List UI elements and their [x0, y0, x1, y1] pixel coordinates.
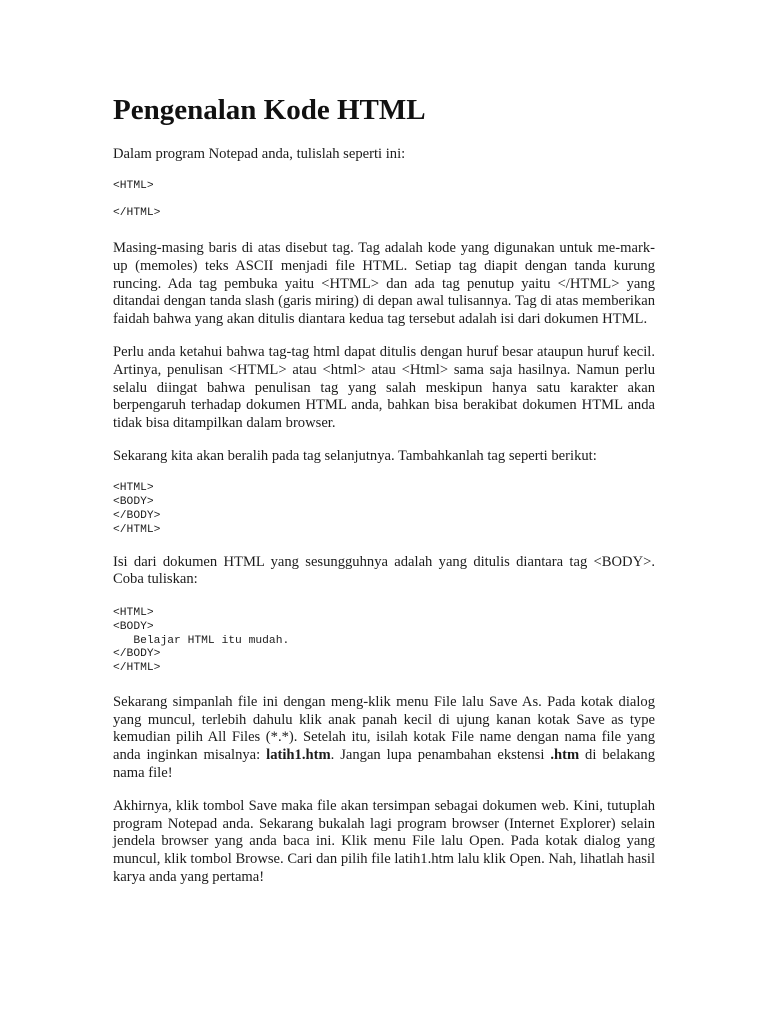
- document-body: [113, 92, 655, 886]
- filename-emphasis: latih1.htm: [266, 747, 331, 764]
- tag-explanation-paragraph: Masing-masing baris di atas disebut tag. Tag adalah kode yang digunakan untuk me-mark-up (memoles) teks ASCII menjadi file HTML. Setiap tag diapit dengan tanda kurung runcing. Ada tag pembuka yaitu <HTML> dan ada tag penutup yaitu </HTML> yang ditandai dengan tanda slash (garis miring) di depan awal tulisannya. Tag di atas memberikan faidah bahwa yang akan ditulis diantara kedua tag tersebut adalah isi dari dokumen HTML.: [113, 240, 655, 327]
- save-file-paragraph: [113, 694, 655, 782]
- code-block-body: <HTML> <BODY> </BODY> </HTML>: [113, 481, 161, 536]
- extension-emphasis: .htm: [550, 747, 580, 764]
- code-html-close: </HTML>: [113, 206, 161, 219]
- save-text-b: . Jangan lupa penambahan ekstensi: [330, 747, 551, 764]
- code-html-open: <HTML>: [113, 179, 154, 192]
- open-browser-paragraph: Akhirnya, klik tombol Save maka file akan tersimpan sebagai dokumen web. Kini, tutuplah program Notepad anda. Sekarang bukalah lagi program browser (Internet Explorer) selain jendela browser yang anda baca ini. Klik menu File lalu Open. Pada kotak dialog yang muncul, klik tombol Browse. Cari dan pilih file latih1.htm lalu klik Open. Nah, lihatlah hasil karya anda yang pertama!: [113, 798, 655, 885]
- code-block-example: <HTML> <BODY> Belajar HTML itu mudah. </BODY> </HTML>: [113, 606, 290, 675]
- intro-paragraph: Dalam program Notepad anda, tulislah seperti ini:: [113, 146, 406, 162]
- body-tag-paragraph: Isi dari dokumen HTML yang sesungguhnya adalah yang ditulis diantara tag <BODY>. Coba tuliskan:: [113, 553, 655, 588]
- next-tag-paragraph: Sekarang kita akan beralih pada tag selanjutnya. Tambahkanlah tag seperti berikut:: [113, 448, 597, 465]
- save-text-a: Sekarang simpanlah file ini dengan meng-klik menu File lalu Save As. Pada kotak dialog yang muncul, terlebih dahulu klik anak panah kecil di ujung kanan kotak Save as type kemudian pilih All Files (*.*). Setelah itu, isilah kotak File name dengan nama file yang anda inginkan misalnya:: [113, 694, 655, 764]
- case-sensitivity-paragraph: Perlu anda ketahui bahwa tag-tag html dapat ditulis dengan huruf besar ataupun huruf kecil. Artinya, penulisan <HTML> atau <html> atau <Html> sama saja hasilnya. Namun perlu selalu diingat bahwa penulisan tag yang salah meskipun hanya satu karakter akan berpengaruh terhadap dokumen HTML anda, bahkan bisa berakibat dokumen HTML anda tidak bisa ditampilkan dalam browser.: [113, 344, 655, 431]
- save-text-c: di belakang nama file!: [113, 747, 656, 781]
- page-title: Pengenalan Kode HTML: [113, 94, 426, 126]
